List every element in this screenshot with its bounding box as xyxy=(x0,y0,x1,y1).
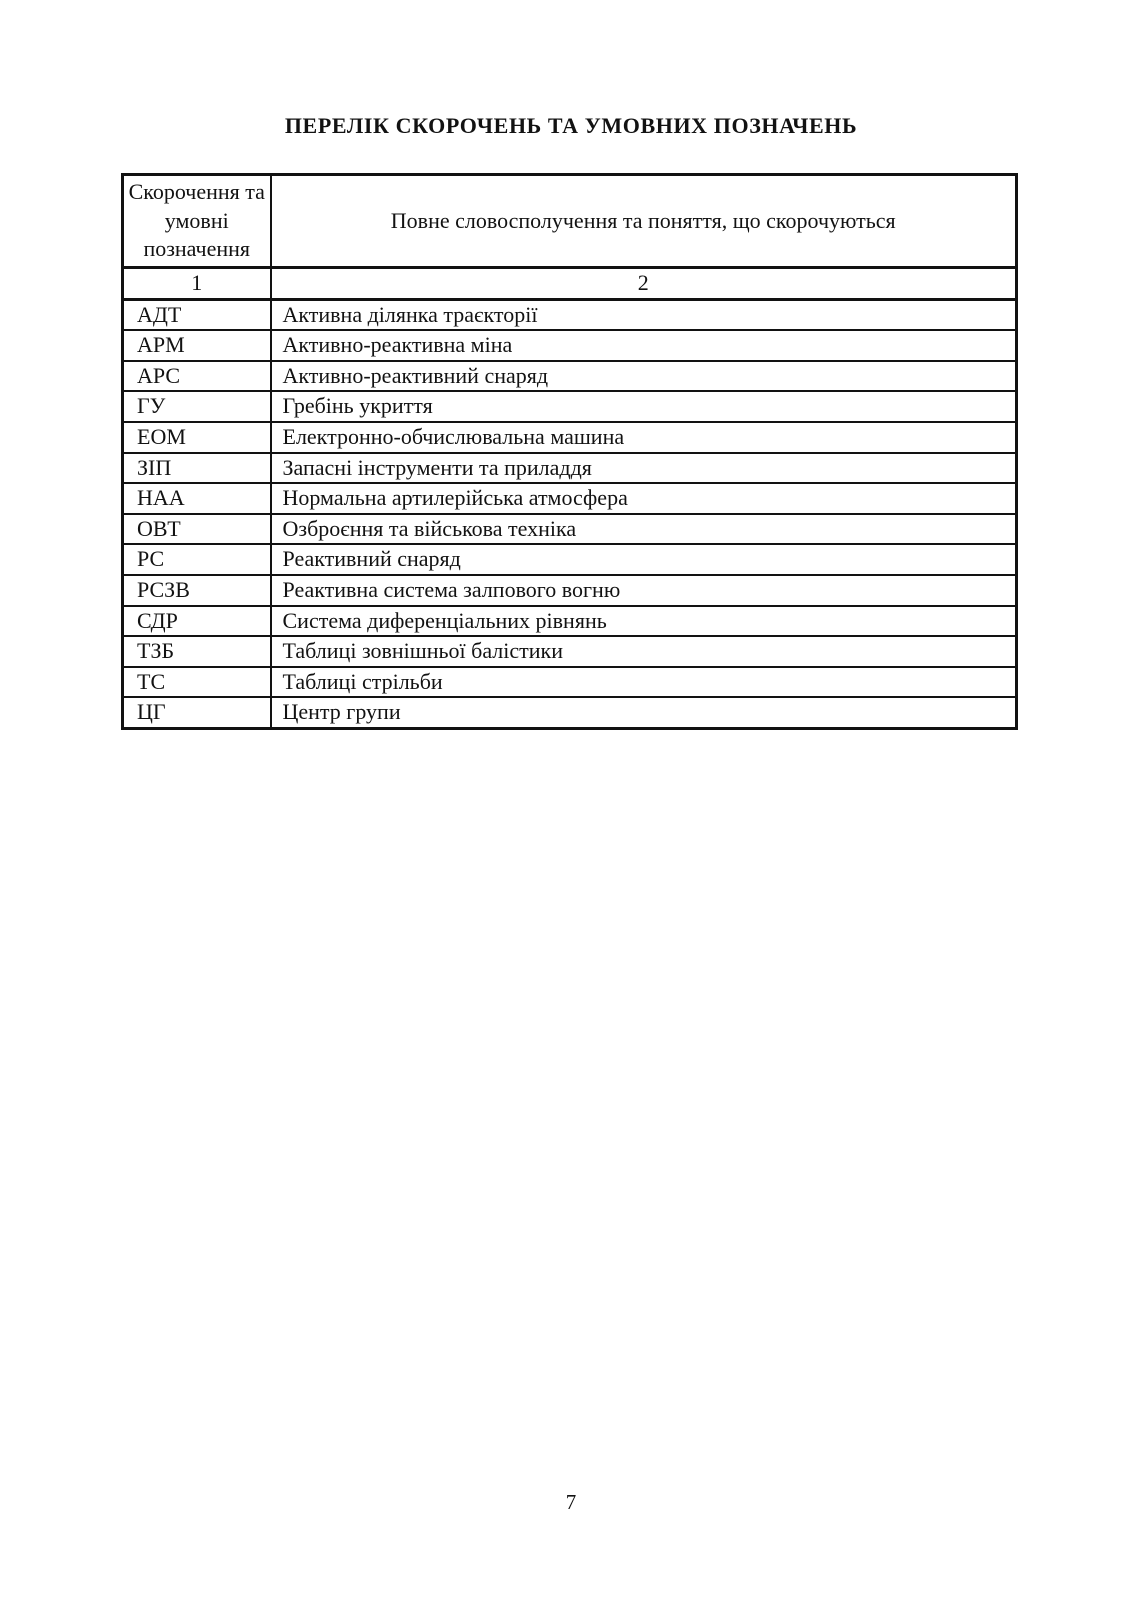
full-cell: Реактивна система залпового вогню xyxy=(271,575,1017,606)
abbreviations-table xyxy=(121,173,1018,730)
header-full-column: Повне словосполучення та поняття, що скорочуються xyxy=(271,175,1017,268)
table-row xyxy=(123,667,1017,698)
abbr-cell: ЦГ xyxy=(123,697,271,728)
table-row xyxy=(123,361,1017,392)
abbr-cell: СДР xyxy=(123,606,271,637)
index-cell-2: 2 xyxy=(271,268,1017,300)
full-cell: Активна ділянка траєкторії xyxy=(271,299,1017,330)
full-cell: Гребінь укриття xyxy=(271,391,1017,422)
abbr-cell: ЗІП xyxy=(123,453,271,484)
header-abbr-column: Скорочення та умовні позначення xyxy=(123,175,271,268)
abbr-cell: НАА xyxy=(123,483,271,514)
full-cell: Таблиці стрільби xyxy=(271,667,1017,698)
table-row xyxy=(123,299,1017,330)
abbr-cell: РС xyxy=(123,544,271,575)
table-row xyxy=(123,330,1017,361)
table-row xyxy=(123,391,1017,422)
index-cell-1: 1 xyxy=(123,268,271,300)
page-title: ПЕРЕЛІК СКОРОЧЕНЬ ТА УМОВНИХ ПОЗНАЧЕНЬ xyxy=(284,113,858,138)
table-row xyxy=(123,636,1017,667)
abbr-cell: ЕОМ xyxy=(123,422,271,453)
abbr-cell: ГУ xyxy=(123,391,271,422)
full-cell: Реактивний снаряд xyxy=(271,544,1017,575)
full-cell: Електронно-обчислювальна машина xyxy=(271,422,1017,453)
page-number: 7 xyxy=(565,1490,577,1514)
abbr-cell: ТЗБ xyxy=(123,636,271,667)
full-cell: Активно-реактивна міна xyxy=(271,330,1017,361)
abbr-cell: ОВТ xyxy=(123,514,271,545)
table-row xyxy=(123,483,1017,514)
table-row xyxy=(123,453,1017,484)
table-row xyxy=(123,422,1017,453)
table-row xyxy=(123,697,1017,728)
table-row xyxy=(123,544,1017,575)
column-index-row xyxy=(123,268,1017,300)
abbr-cell: АРМ xyxy=(123,330,271,361)
full-cell: Центр групи xyxy=(271,697,1017,728)
full-cell: Активно-реактивний снаряд xyxy=(271,361,1017,392)
table-row xyxy=(123,514,1017,545)
abbr-cell: ТС xyxy=(123,667,271,698)
full-cell: Озброєння та військова техніка xyxy=(271,514,1017,545)
abbr-cell: РСЗВ xyxy=(123,575,271,606)
table-row xyxy=(123,575,1017,606)
full-cell: Нормальна артилерійська атмосфера xyxy=(271,483,1017,514)
abbr-cell: АРС xyxy=(123,361,271,392)
table-row xyxy=(123,606,1017,637)
full-cell: Запасні інструменти та приладдя xyxy=(271,453,1017,484)
abbr-cell: АДТ xyxy=(123,299,271,330)
full-cell: Система диференціальних рівнянь xyxy=(271,606,1017,637)
full-cell: Таблиці зовнішньої балістики xyxy=(271,636,1017,667)
table-header-row xyxy=(123,175,1017,268)
